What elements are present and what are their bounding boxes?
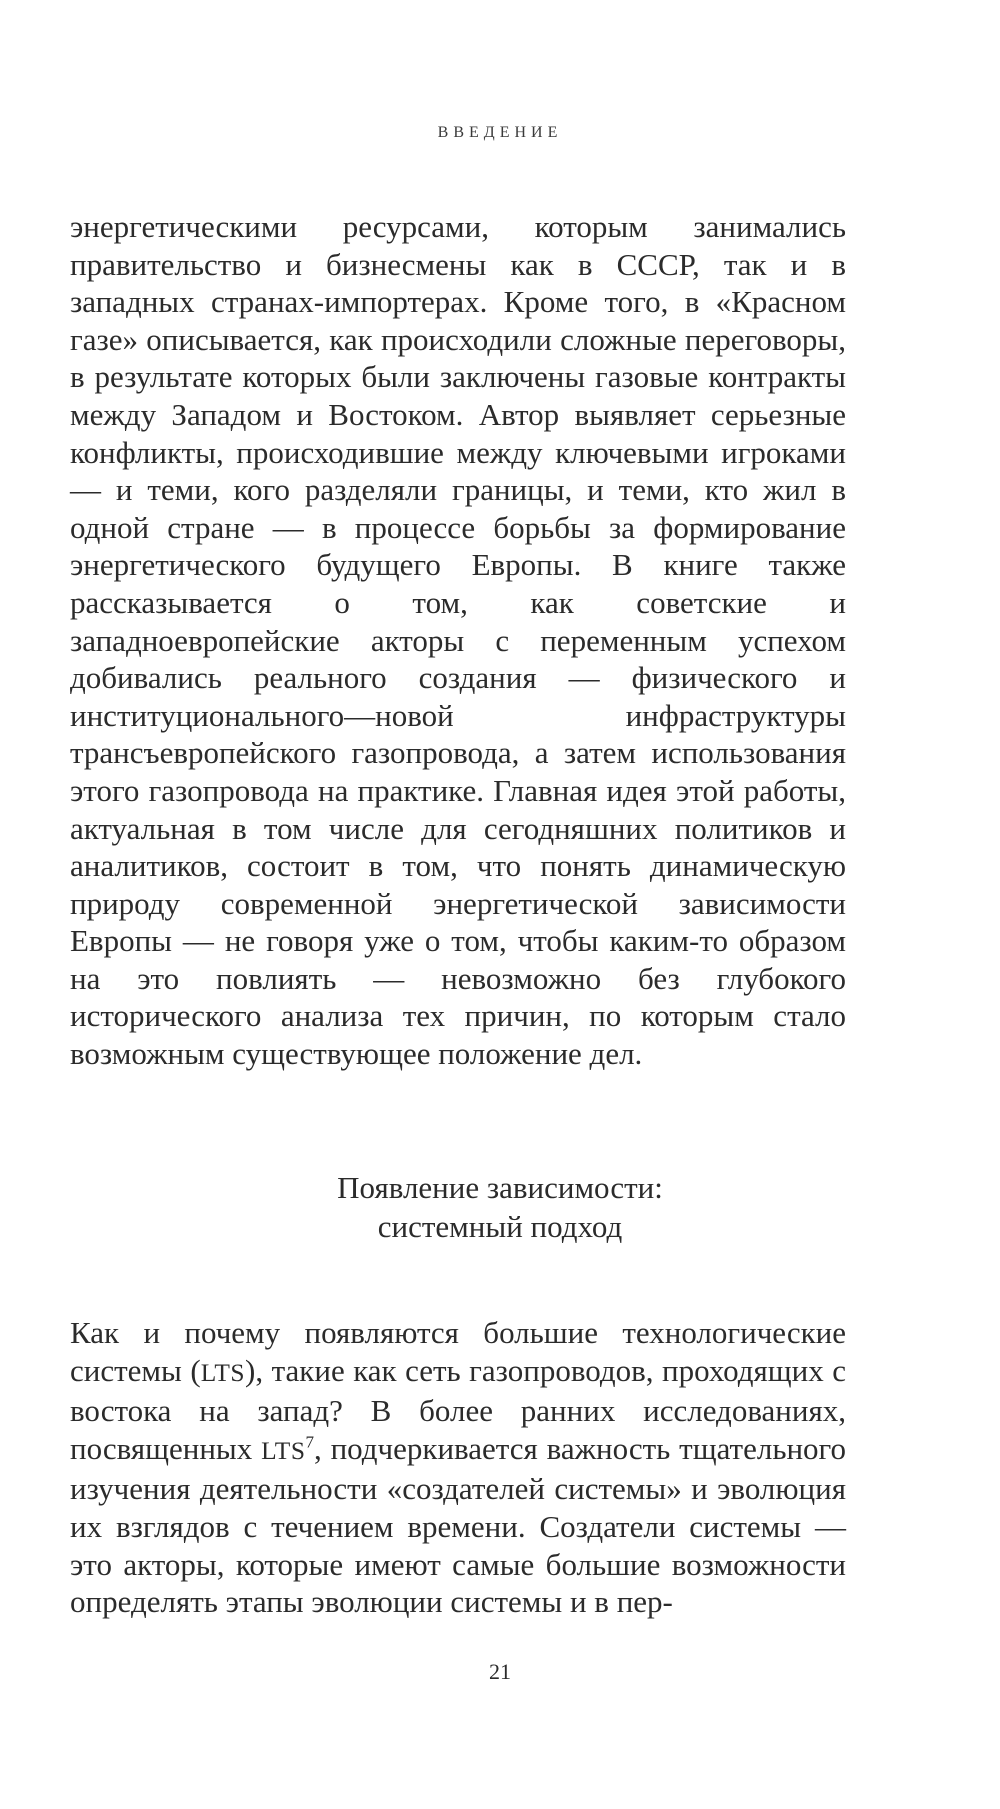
body-paragraph-1: энергетическими ресурсами, которым занимались правительство и бизнесмены как в СССР, так и в западных странах-импортерах. Кроме того, в «Красном газе» описывается, как происходили сложные переговоры, в результате которых были заключены газовые контракты между Западом и Востоком. Автор выявляет серьезные конфликты, происходившие между ключевыми игроками — и теми, кого разделяли границы, и теми, кто жил в одной стране — в процессе борьбы за формирование энергетического будущего Европы. В книге также рассказывается о том, как советские и западноевропейские акторы с переменным успехом добивались реального создания — физического и институционального—новой инфраструктуры трансъевропейского газопровода, а затем использования этого газопровода на практике. Главная идея этой работы, актуальная в том числе для сегодняшних политиков и аналитиков, состоит в том, что понять динамическую природу современной энергетической зависимости Европы — не говоря уже о том, чтобы каким-то образом на это повлиять — невозможно без глубокого исторического анализа тех причин, по которым стало возможным существующее положение дел. (70, 209, 846, 1072)
abbreviation-lts-2: LTS (261, 1436, 306, 1465)
page-number: 21 (489, 1659, 511, 1684)
section-heading (0, 1168, 1000, 1246)
paragraph-2-text-2: ), такие как сеть газопроводов, проходящих с востока на запад? В более ранних исследованиях, посвященных (70, 1352, 846, 1466)
section-heading-line-1: Появление зависимости: (337, 1170, 663, 1205)
paragraph-2-text-3: , подчеркивается важность тщательного изучения деятельности «создателей системы» и эволюция их взглядов с течением времени. Создатели системы — это акторы, которые имеют самые большие возможности определять этапы эволюции системы и в пер- (70, 1430, 846, 1620)
body-paragraph-2 (70, 1314, 846, 1621)
paragraph-2-text-1: Как и почему появляются большие технологические системы ( (70, 1315, 846, 1388)
footnote-marker[interactable]: 7 (305, 1432, 314, 1452)
section-heading-line-2: системный подход (377, 1209, 623, 1244)
abbreviation-lts: LTS (200, 1358, 246, 1387)
running-head: ВВЕДЕНИЕ (437, 124, 563, 141)
